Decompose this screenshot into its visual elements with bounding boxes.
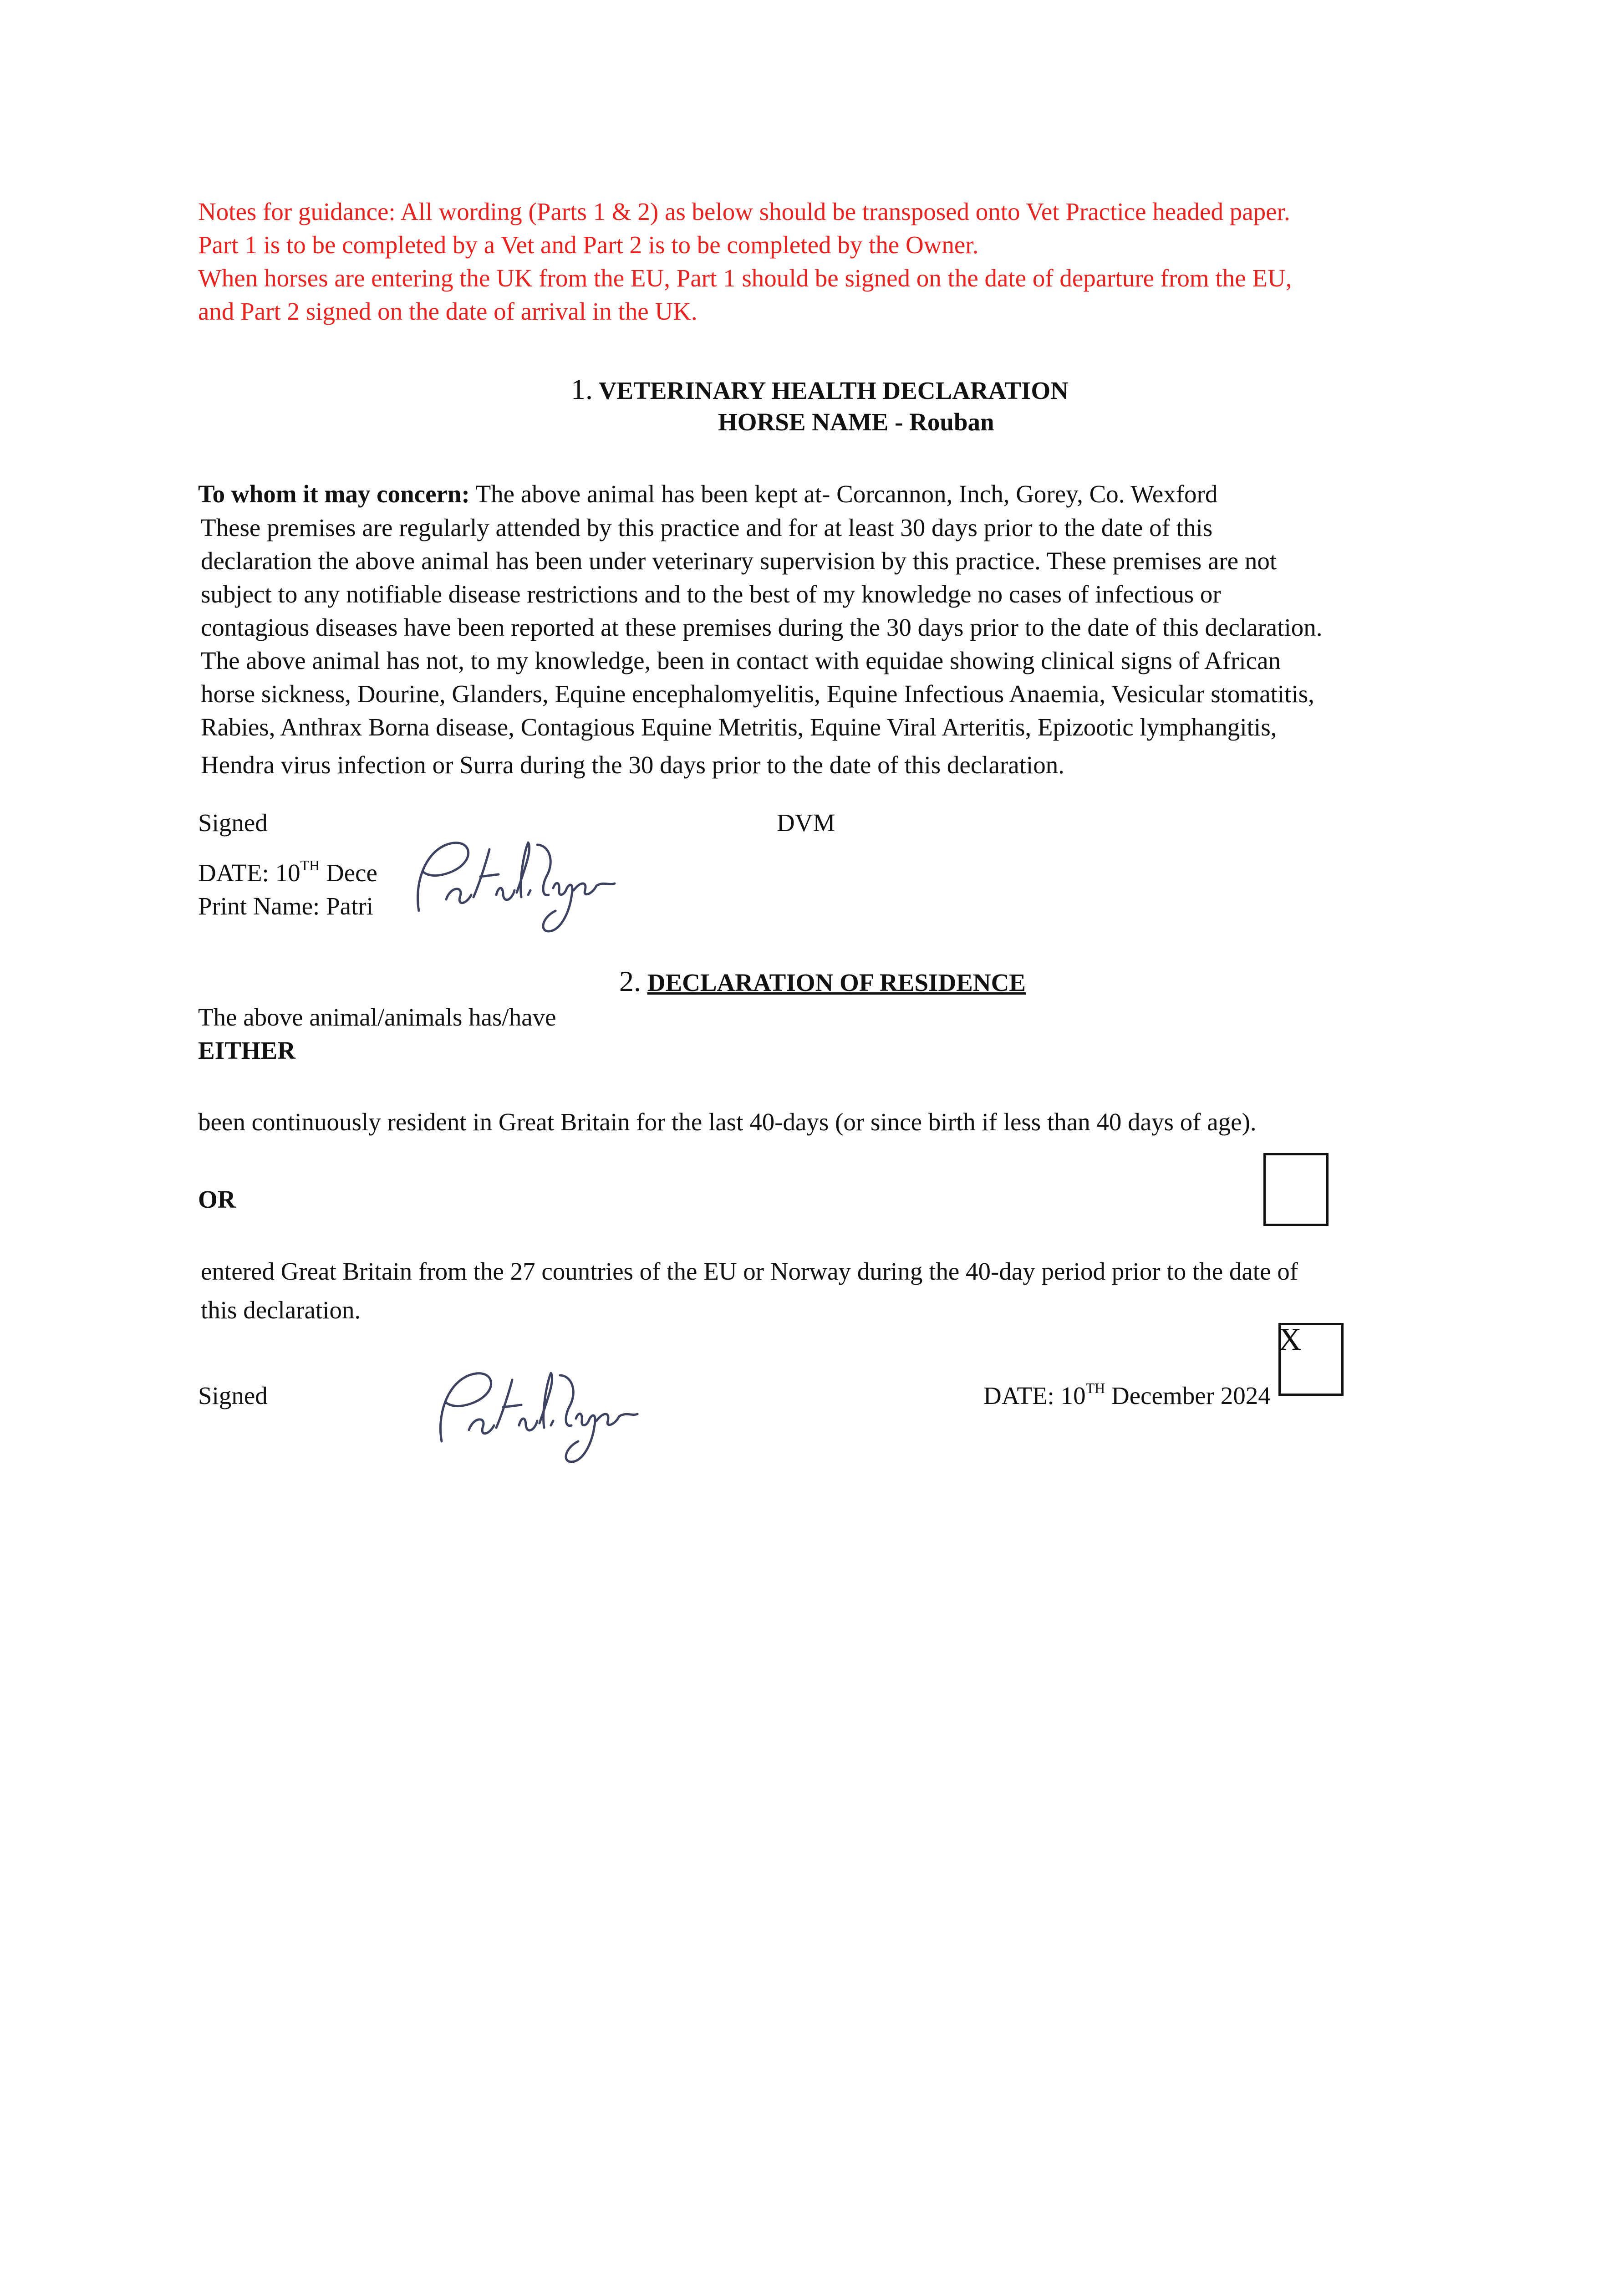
body-line: declaration the above animal has been under veterinary supervision by this practice. These premises are not	[201, 547, 1277, 575]
part1-date	[198, 856, 377, 889]
option1-text: been continuously resident in Great Britain for the last 40-days (or since birth if less than 40 days of age).	[198, 1108, 1257, 1136]
guidance-line: and Part 2 signed on the date of arrival in the UK.	[198, 297, 697, 325]
body-line: subject to any notifiable disease restrictions and to the best of my knowledge no cases of infectious or	[201, 580, 1221, 608]
date-sup: TH	[300, 857, 320, 873]
option1-checkbox[interactable]	[1263, 1153, 1329, 1226]
body-line: The above animal has not, to my knowledge, been in contact with equidae showing clinical signs of African	[201, 647, 1281, 674]
body-line: horse sickness, Dourine, Glanders, Equine encephalomyelitis, Equine Infectious Anaemia, Vesicular stomatitis,	[201, 680, 1314, 708]
body-line: contagious diseases have been reported at these premises during the 30 days prior to the date of this declaration.	[201, 613, 1323, 641]
option2-line: entered Great Britain from the 27 countries of the EU or Norway during the 40-day period prior to the date of	[201, 1257, 1298, 1285]
date-prefix: DATE: 10	[198, 859, 300, 887]
signature-2	[414, 1348, 669, 1480]
date-rest: December 2024	[1105, 1382, 1271, 1409]
print-name: Print Name: Patri	[198, 892, 373, 920]
body-line: These premises are regularly attended by this practice and for at least 30 days prior to the date of this	[201, 514, 1213, 541]
option2-line: this declaration.	[201, 1296, 361, 1324]
horse-name: HORSE NAME - Rouban	[718, 408, 994, 436]
or-label: OR	[198, 1185, 236, 1213]
dvm-label: DVM	[777, 809, 835, 837]
signature-1	[392, 817, 647, 950]
intro-rest: The above animal has been kept at- Corcannon, Inch, Gorey, Co. Wexford	[469, 480, 1218, 508]
option2-checkmark: X	[1278, 1322, 1302, 1357]
body-line: Hendra virus infection or Surra during the 30 days prior to the date of this declaration.	[201, 751, 1064, 779]
guidance-notes	[198, 195, 1292, 328]
part2-date	[983, 1379, 1271, 1412]
date-sup: TH	[1085, 1380, 1105, 1396]
guidance-line: When horses are entering the UK from the EU, Part 1 should be signed on the date of departure from the EU,	[198, 264, 1292, 292]
either-label: EITHER	[198, 1036, 295, 1064]
guidance-line: Notes for guidance: All wording (Parts 1 & 2) as below should be transposed onto Vet Practice headed paper.	[198, 198, 1290, 225]
part2-intro: The above animal/animals has/have	[198, 1003, 556, 1031]
part1-signed-label: Signed	[198, 809, 268, 837]
part2-heading	[619, 965, 1026, 998]
part2-title: DECLARATION OF RESIDENCE	[647, 969, 1026, 996]
guidance-line: Part 1 is to be completed by a Vet and Part 2 is to be completed by the Owner.	[198, 231, 979, 259]
option2-text	[201, 1255, 1298, 1327]
part1-title: VETERINARY HEALTH DECLARATION	[598, 377, 1069, 404]
part2-number: 2.	[619, 965, 641, 997]
body-line: Rabies, Anthrax Borna disease, Contagious Equine Metritis, Equine Viral Arteritis, Epizootic lymphangitis,	[201, 713, 1277, 741]
part1-number: 1.	[571, 373, 593, 405]
part1-intro	[198, 477, 1217, 511]
date-rest: Dece	[320, 859, 377, 887]
part1-heading	[571, 373, 1069, 406]
date-prefix: DATE: 10	[983, 1382, 1086, 1409]
part2-signed-label: Signed	[198, 1382, 268, 1409]
part1-body	[201, 511, 1323, 781]
intro-bold: To whom it may concern:	[198, 480, 470, 508]
